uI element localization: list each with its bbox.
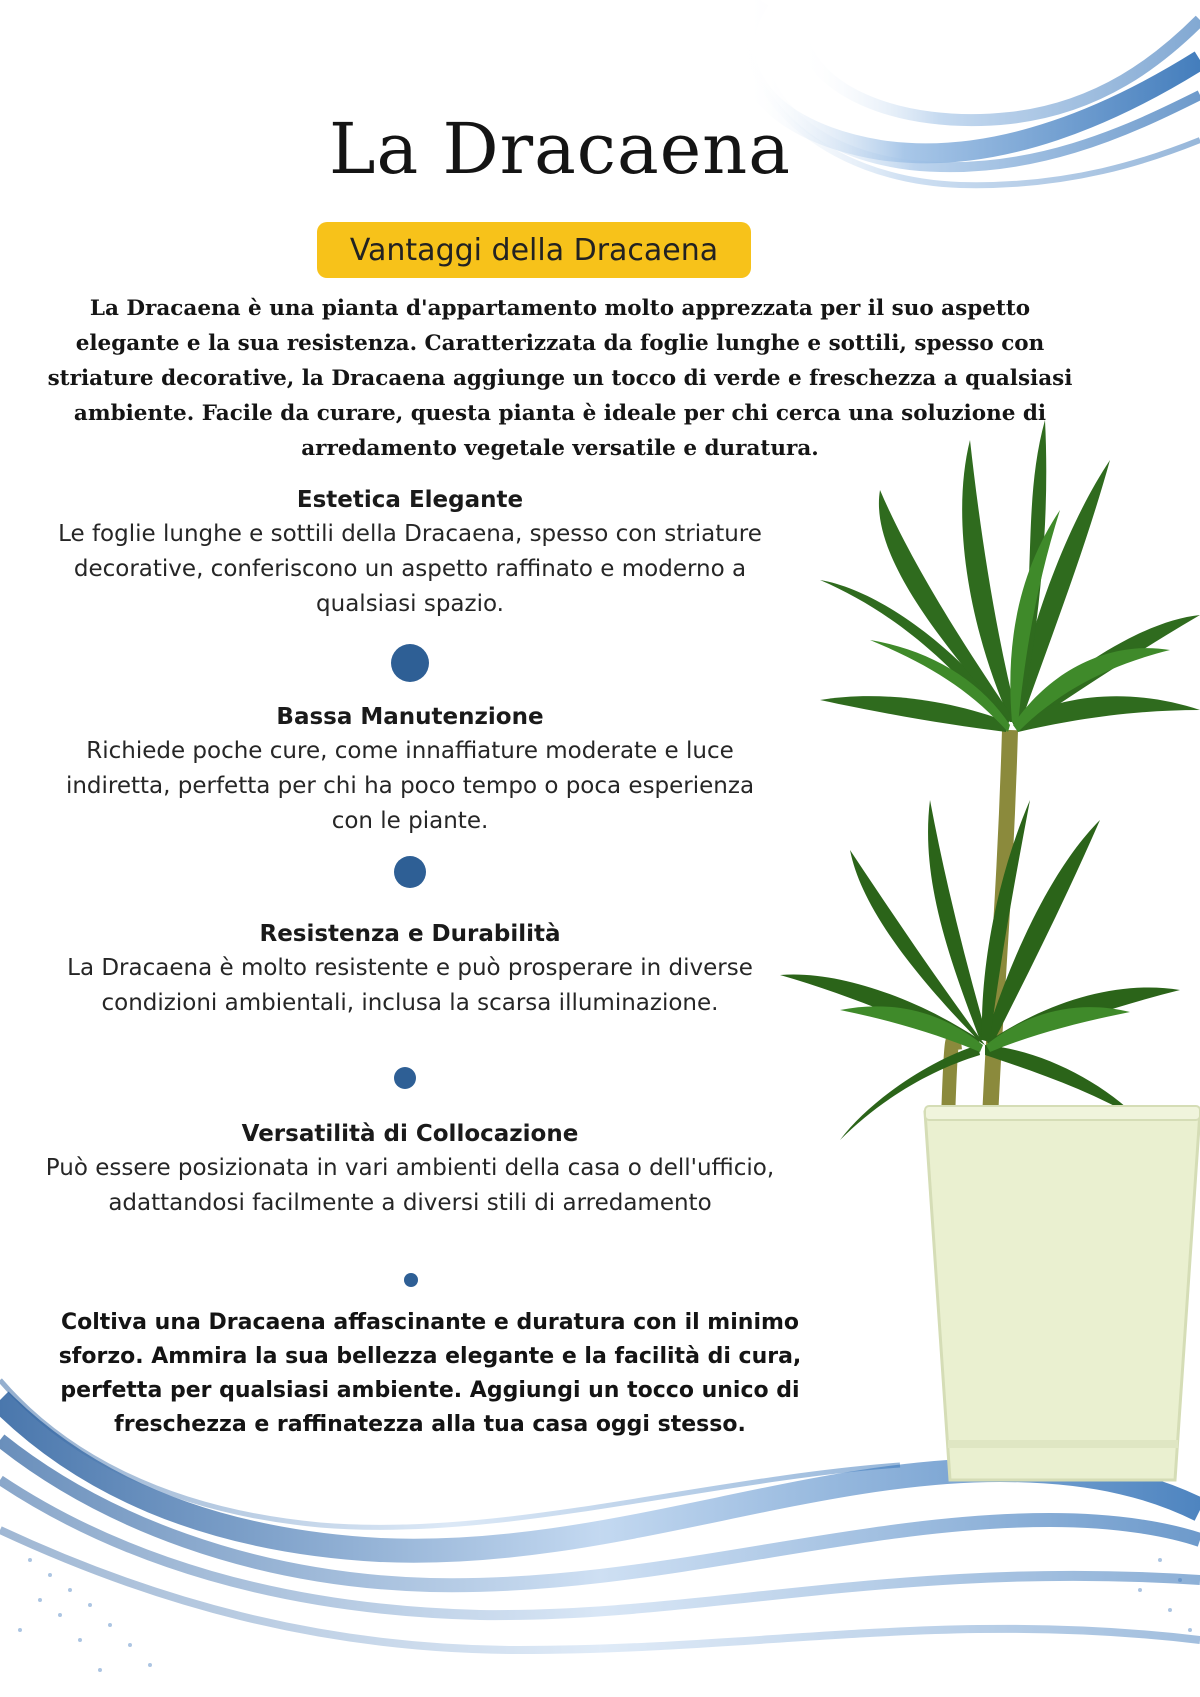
- bullet-dot: [394, 856, 426, 888]
- bullet-dot: [391, 644, 429, 682]
- benefit-heading: Resistenza e Durabilità: [259, 921, 561, 947]
- dracaena-plant-illustration: [780, 400, 1200, 1520]
- benefit-section: [45, 1117, 775, 1221]
- benefit-text: La Dracaena è molto resistente e può prosperare in diverse condizioni ambientali, inclusa la scarsa illuminazione.: [67, 955, 753, 1016]
- subtitle-badge: Vantaggi della Dracaena: [317, 222, 751, 278]
- benefit-heading: Bassa Manutenzione: [276, 704, 544, 730]
- benefit-text: Le foglie lunghe e sottili della Dracaena, spesso con striature decorative, conferiscono un aspetto raffinato e moderno a qualsiasi spazio.: [58, 521, 762, 617]
- benefit-text: Può essere posizionata in vari ambienti della casa o dell'ufficio, adattandosi facilmente a diversi stili di arredamento: [45, 1155, 775, 1216]
- bullet-dot: [394, 1067, 416, 1089]
- page-title: La Dracaena: [329, 108, 791, 190]
- bullet-dot: [404, 1273, 418, 1287]
- benefit-text: Richiede poche cure, come innaffiature moderate e luce indiretta, perfetta per chi ha poco tempo o poca esperienza con le piante.: [65, 738, 755, 834]
- dotted-texture: [18, 1558, 1192, 1672]
- benefit-section: [45, 483, 775, 622]
- benefit-heading: Versatilità di Collocazione: [241, 1121, 579, 1147]
- intro-paragraph: La Dracaena è una pianta d'appartamento molto apprezzata per il suo aspetto elegante e la sua resistenza. Caratterizzata da foglie lunghe e sottili, spesso con striature decorative, la Dracaena aggiunge un tocco di verde e freschezza a qualsiasi ambiente. Facile da curare, questa pianta è ideale per chi cerca una soluzione di arredamento vegetale versatile e duratura.: [47, 296, 1073, 461]
- benefit-section: [45, 917, 775, 1021]
- closing-paragraph: Coltiva una Dracaena affascinante e duratura con il minimo sforzo. Ammira la sua bellezza elegante e la facilità di cura, perfetta per qualsiasi ambiente. Aggiungi un tocco unico di freschezza e raffinatezza alla tua casa oggi stesso.: [58, 1310, 802, 1437]
- benefit-heading: Estetica Elegante: [296, 487, 524, 513]
- benefit-section: [45, 700, 775, 839]
